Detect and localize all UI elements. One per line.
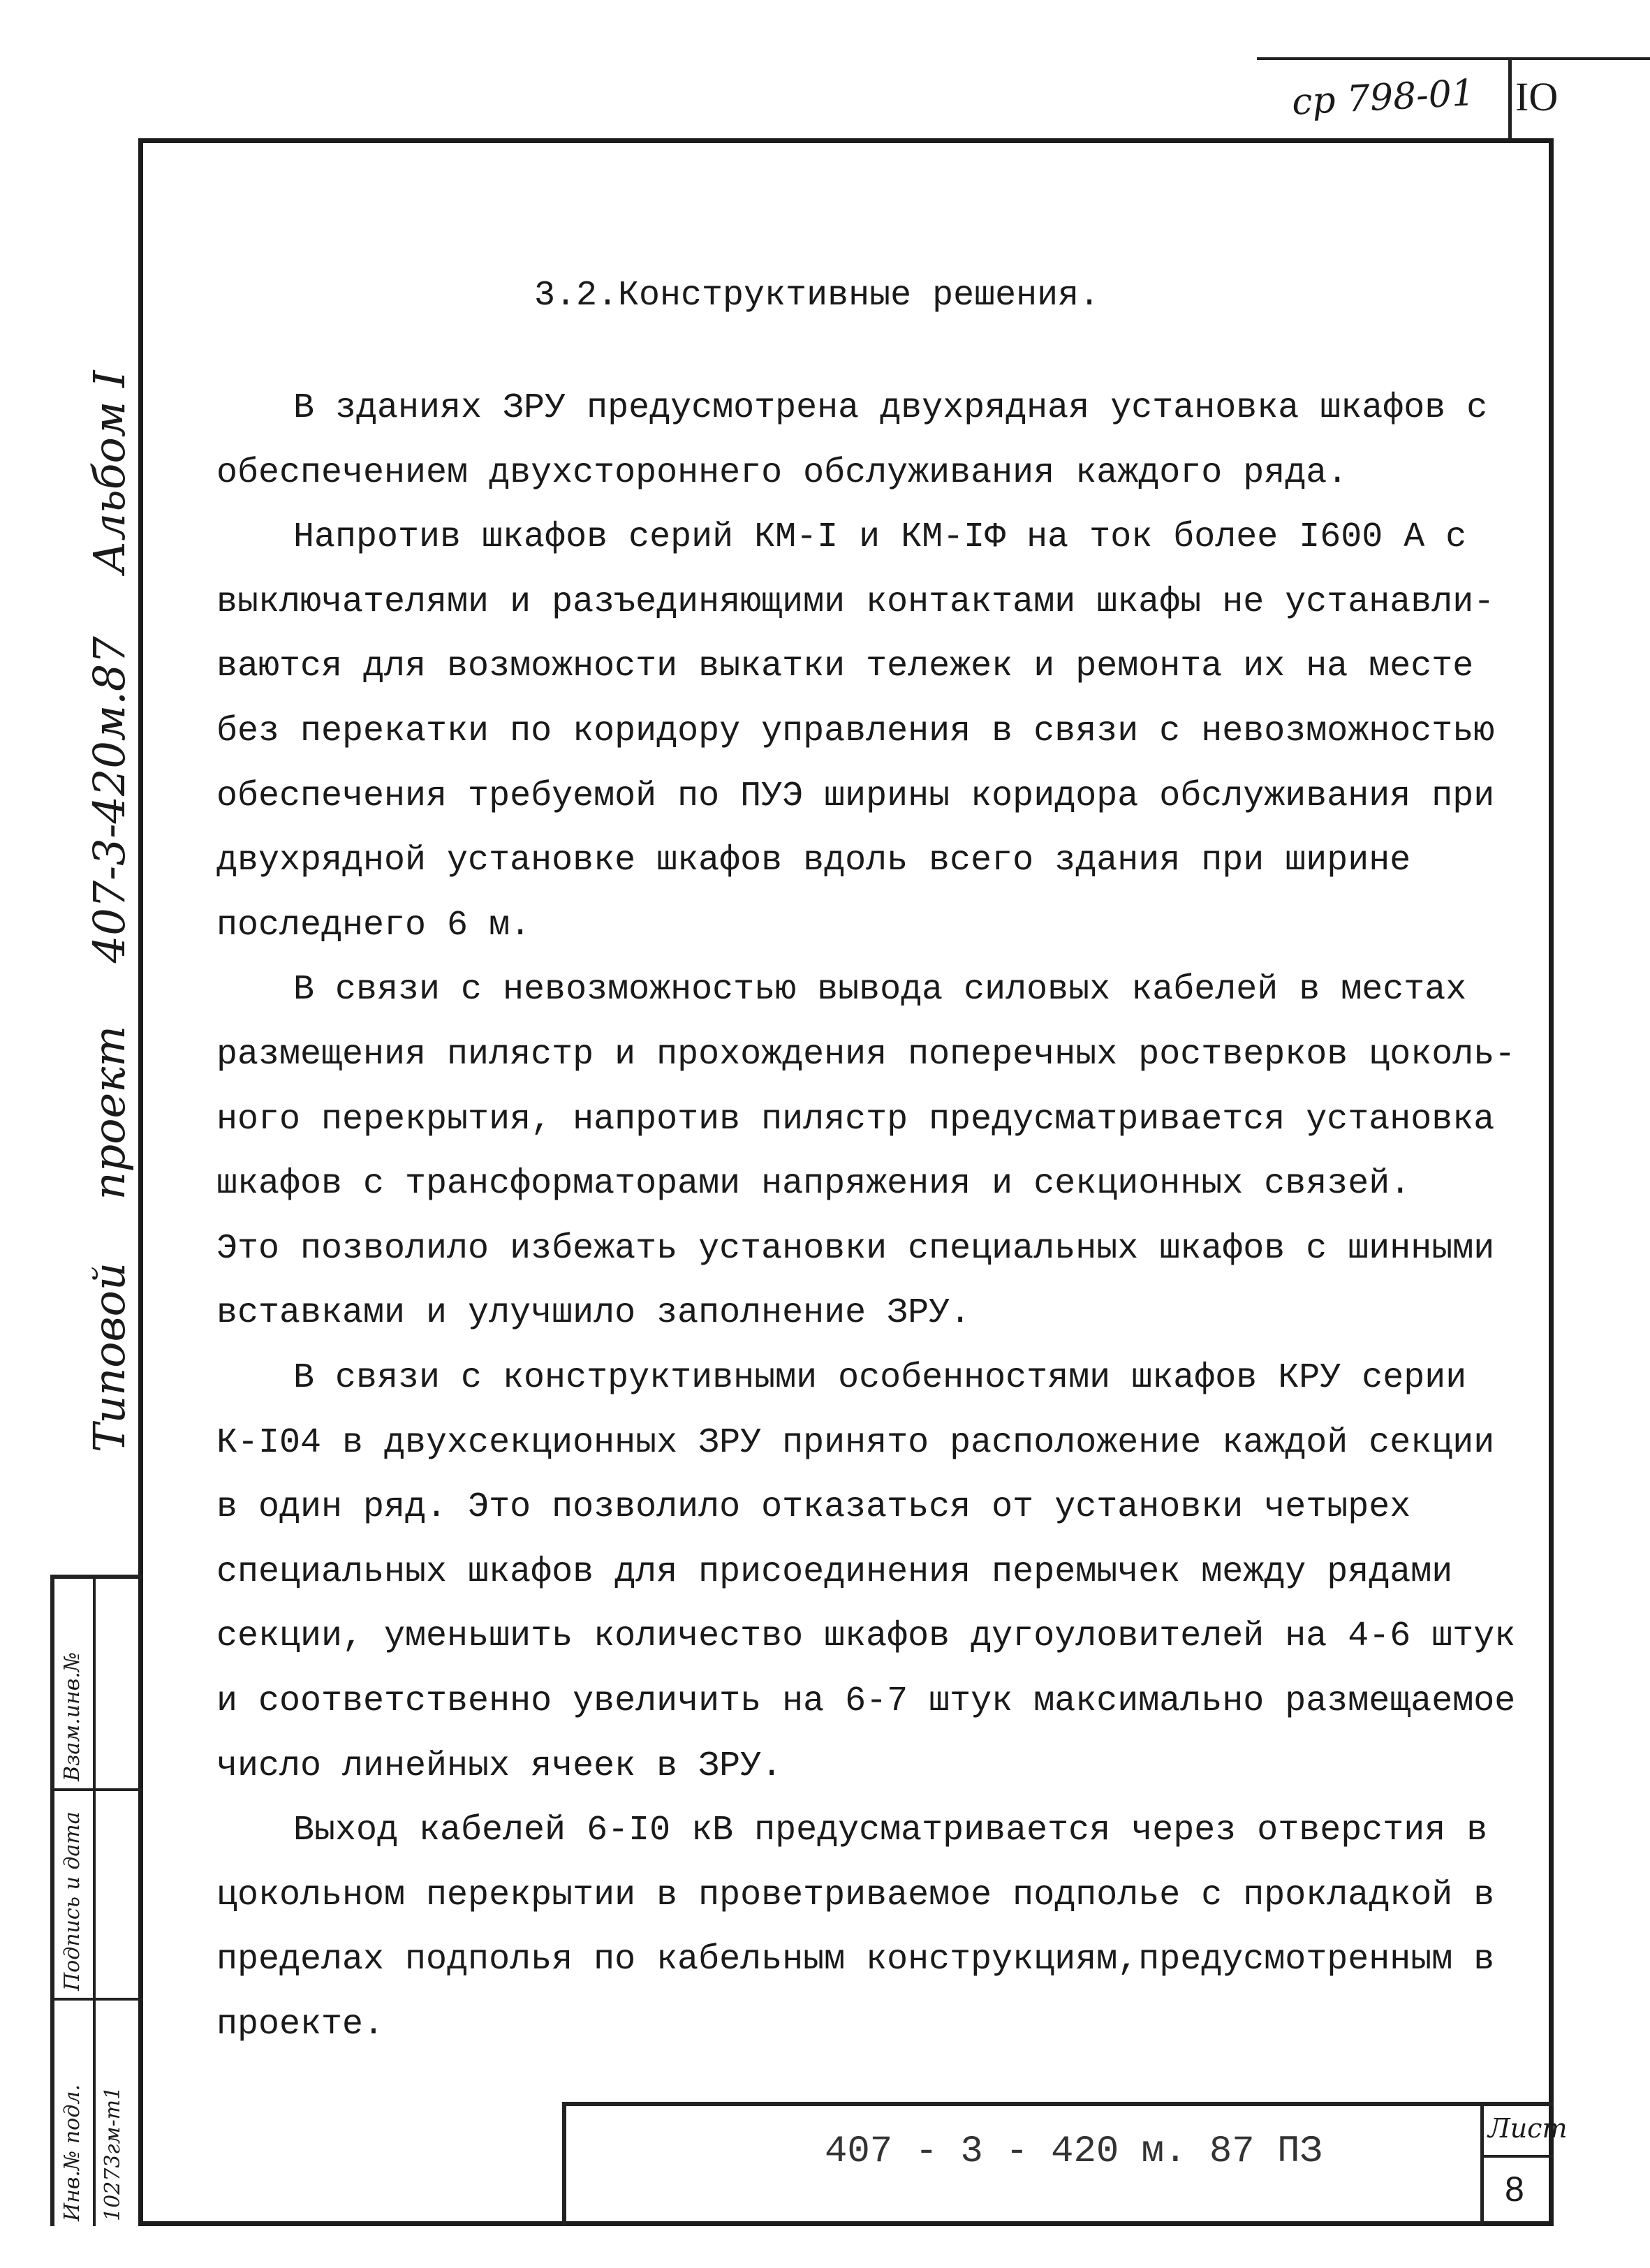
text-line: число линейных ячеек в ЗРУ. [216, 1746, 783, 1786]
text-line: В связи с невозможностью вывода силовых кабелей в местах [293, 970, 1467, 1010]
text-line: проекте. [216, 2005, 385, 2045]
section-title: 3.2.Конструктивные решения. [534, 276, 1100, 316]
margin-project: проект [84, 1025, 135, 1200]
text-line: шкафов с трансформаторами напряжения и секционных связей. [216, 1164, 1411, 1204]
text-line: последнего 6 м. [216, 906, 531, 945]
inv-label: Инв.№ подл. [60, 2084, 84, 2221]
text-line: размещения пилястр и прохождения поперечных ростверков цоколь- [216, 1035, 1516, 1075]
sheet-cell [1480, 2106, 1568, 2226]
sheet-cell-divider [1484, 2155, 1554, 2158]
list-label: Лист [1488, 2113, 1568, 2144]
text-line: и соответственно увеличить на 6-7 штук максимально размещаемое [216, 1681, 1516, 1721]
text-line: без перекатки по коридору управления в связи с невозможностью [216, 712, 1495, 751]
sheet-number: IO [1515, 74, 1559, 119]
text-line: ного перекрытия, напротив пилястр предусматривается установка [216, 1100, 1495, 1140]
text-line: обеспечения требуемой по ПУЭ ширины коридора обслуживания при [216, 776, 1495, 816]
text-line: В связи с конструктивными особенностями шкафов КРУ серии [293, 1358, 1467, 1398]
text-line: Это позволило избежать установки специальных шкафов с шинными [216, 1229, 1495, 1269]
signature-label: Подпись и дата [60, 1811, 84, 1991]
side-margin-label [84, 300, 135, 1452]
text-line: Напротив шкафов серий КМ-I и КМ-IФ на ток более I600 А с [293, 517, 1467, 557]
title-block [562, 2102, 1568, 2226]
header-rule [1257, 57, 1650, 60]
text-line: ваются для возможности выкатки тележек и ремонта их на месте [216, 647, 1474, 686]
text-line: специальных шкафов для присоединения перемычек между рядами [216, 1552, 1453, 1592]
stamp-divider [93, 1579, 96, 2226]
margin-code: 407-3-420м.87 [84, 636, 135, 964]
doc-code: 407 - 3 - 420 м. 87 ПЗ [825, 2130, 1323, 2173]
text-line: В зданиях ЗРУ предусмотрена двухрядная установка шкафов с [293, 388, 1488, 428]
header-separator [1508, 57, 1512, 141]
stamp-rule [54, 1998, 143, 2001]
text-line: цокольном перекрытии в проветриваемое подполье с прокладкой в [216, 1876, 1495, 1915]
text-line: выключателями и разъединяющими контактами шкафы не устанавли- [216, 582, 1495, 622]
text-line: в один ряд. Это позволило отказаться от установки четырех [216, 1487, 1411, 1527]
approval-stamp [50, 1575, 143, 2226]
page-number: 8 [1505, 2170, 1524, 2209]
text-line: вставками и улучшило заполнение ЗРУ. [216, 1293, 971, 1333]
text-line: секции, уменьшить количество шкафов дугоуловителей на 4-6 штук [216, 1617, 1516, 1656]
margin-type: Типовой [84, 1262, 135, 1452]
stamp-rule [54, 1788, 143, 1791]
handwritten-code: ср 798-01 [1290, 72, 1476, 124]
text-line: пределах подполья по кабельным конструкциям,предусмотренным в [216, 1940, 1495, 1980]
inv-value: 10273гм-т1 [101, 2086, 125, 2221]
text-line: обеспечением двухстороннего обслуживания каждого ряда. [216, 453, 1348, 493]
text-line: Выход кабелей 6-I0 кВ предусматривается через отверстия в [293, 1811, 1488, 1850]
margin-album: Альбом I [84, 370, 135, 574]
text-line: К-I04 в двухсекционных ЗРУ принято расположение каждой секции [216, 1423, 1495, 1463]
text-line: двухрядной установке шкафов вдоль всего здания при ширине [216, 841, 1411, 881]
vzam-label: Взам.инв.№ [60, 1651, 84, 1781]
